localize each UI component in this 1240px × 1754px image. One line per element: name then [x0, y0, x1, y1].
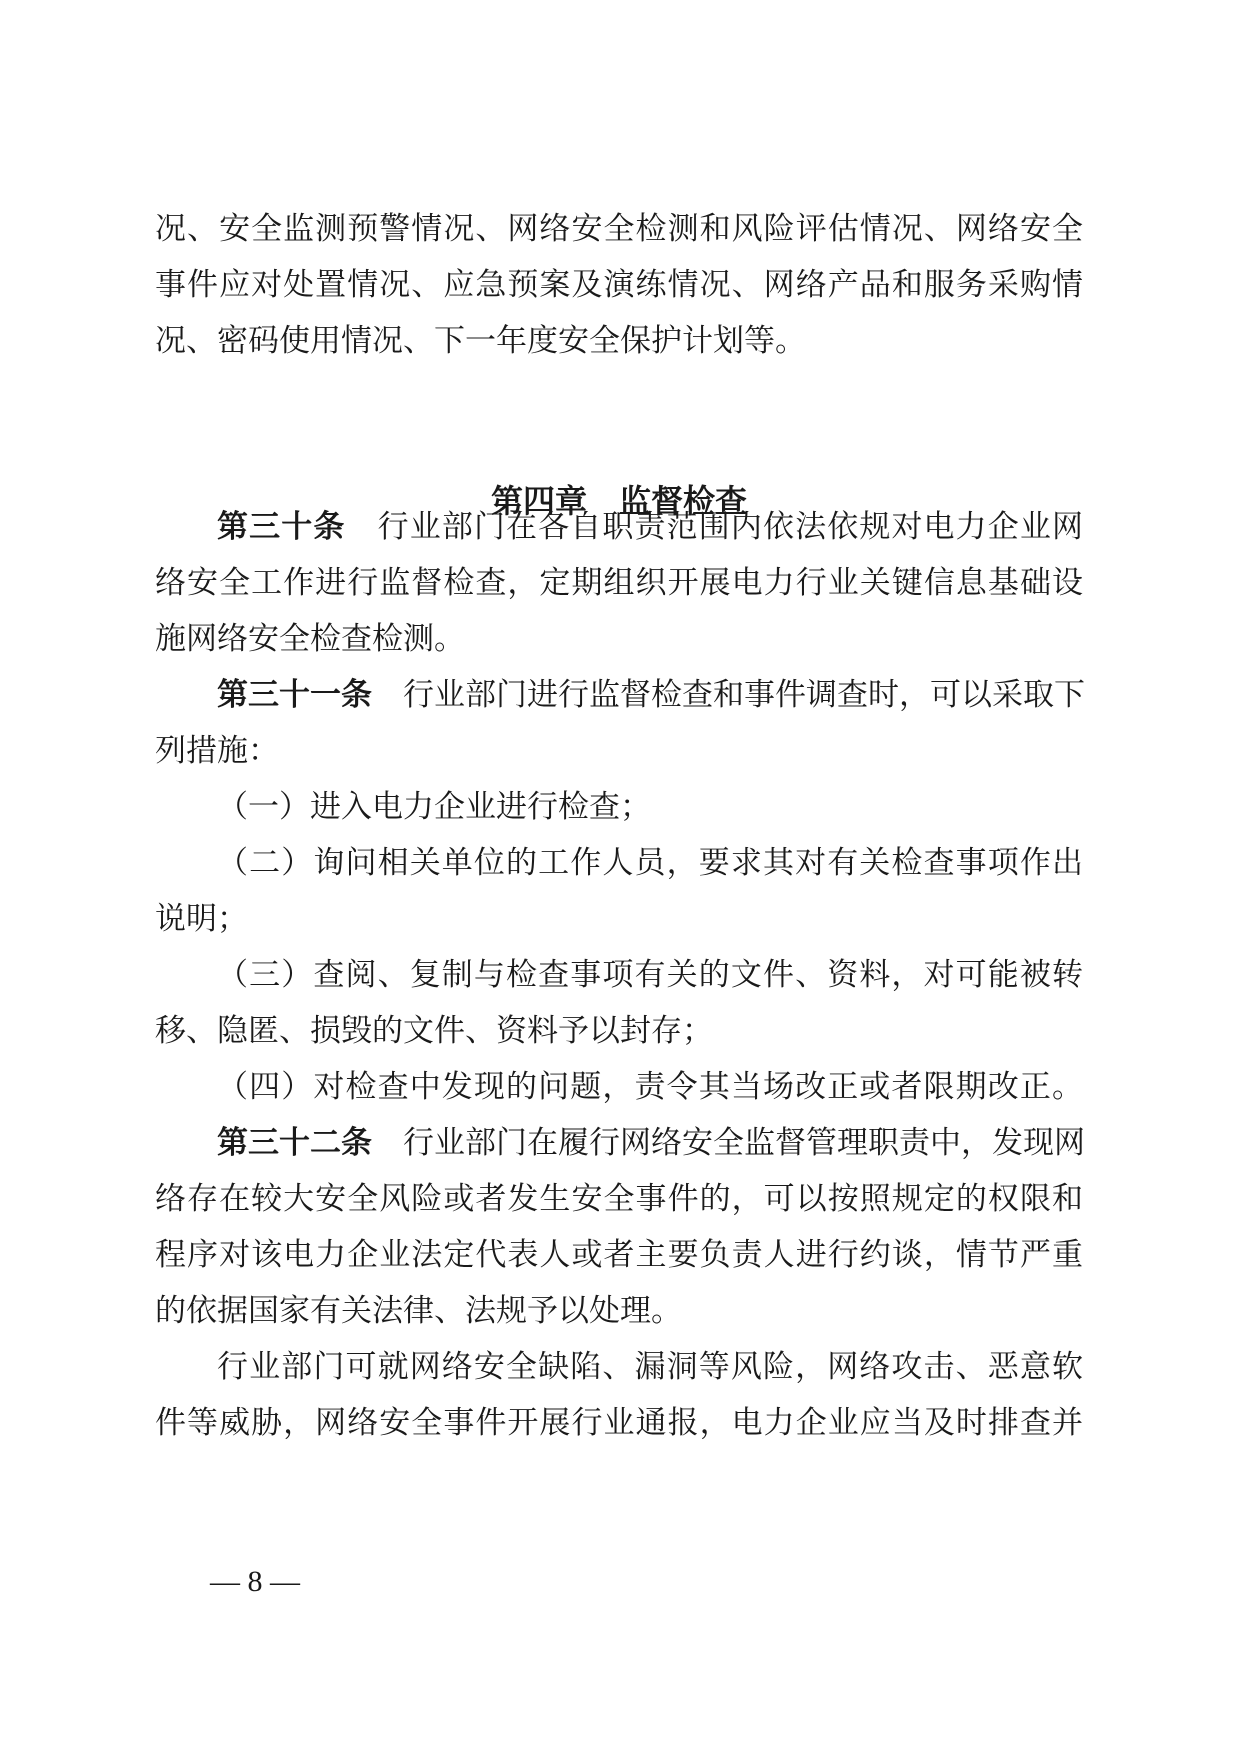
- page-number: — 8 —: [210, 1565, 300, 1598]
- article32-text-1: 行业部门在履行网络安全监督管理职责中，发现网: [403, 1125, 1085, 1161]
- article31-line-2: 列措施：: [155, 733, 279, 769]
- article31-item-4: （四）对检查中发现的问题，责令其当场改正或者限期改正。: [217, 1069, 1083, 1105]
- article32-line-3: 程序对该电力企业法定代表人或者主要负责人进行约谈，情节严重: [155, 1237, 1083, 1273]
- article31-item-3-line-1: （三）查阅、复制与检查事项有关的文件、资料，对可能被转: [217, 957, 1083, 993]
- article32-para2-line-2: 件等威胁，网络安全事件开展行业通报，电力企业应当及时排查并: [155, 1405, 1083, 1441]
- article32-heading-line: [217, 1112, 1083, 1174]
- article31-label: 第三十一条: [217, 677, 372, 713]
- article31-heading-line: [217, 664, 1083, 726]
- chapter-title: 第四章 监督检查: [490, 482, 747, 520]
- article31-item-1: （一）进入电力企业进行检查；: [217, 789, 651, 825]
- article31-text-1: 行业部门进行监督检查和事件调查时，可以采取下: [403, 677, 1085, 713]
- intro-line-1: 况、安全监测预警情况、网络安全检测和风险评估情况、网络安全: [155, 211, 1083, 247]
- article32-line-2: 络存在较大安全风险或者发生安全事件的，可以按照规定的权限和: [155, 1181, 1083, 1217]
- intro-line-2: 事件应对处置情况、应急预案及演练情况、网络产品和服务采购情: [155, 267, 1083, 303]
- intro-line-3: 况、密码使用情况、下一年度安全保护计划等。: [155, 323, 806, 359]
- article30-line-3: 施网络安全检查检测。: [155, 621, 465, 657]
- article30-heading-line: [217, 496, 1083, 558]
- article30-label: 第三十条: [217, 509, 346, 545]
- article32-label: 第三十二条: [217, 1125, 372, 1161]
- article31-item-2-line-1: （二）询问相关单位的工作人员，要求其对有关检查事项作出: [217, 845, 1083, 881]
- article31-item-3-line-2: 移、隐匿、损毁的文件、资料予以封存；: [155, 1013, 713, 1049]
- article30-line-2: 络安全工作进行监督检查，定期组织开展电力行业关键信息基础设: [155, 565, 1083, 601]
- article30-text-1: 行业部门在各自职责范围内依法依规对电力企业网: [377, 509, 1084, 545]
- article31-item-2-line-2: 说明；: [155, 901, 248, 937]
- article32-para2-line-1: 行业部门可就网络安全缺陷、漏洞等风险，网络攻击、恶意软: [217, 1349, 1083, 1385]
- article32-line-4: 的依据国家有关法律、法规予以处理。: [155, 1293, 682, 1329]
